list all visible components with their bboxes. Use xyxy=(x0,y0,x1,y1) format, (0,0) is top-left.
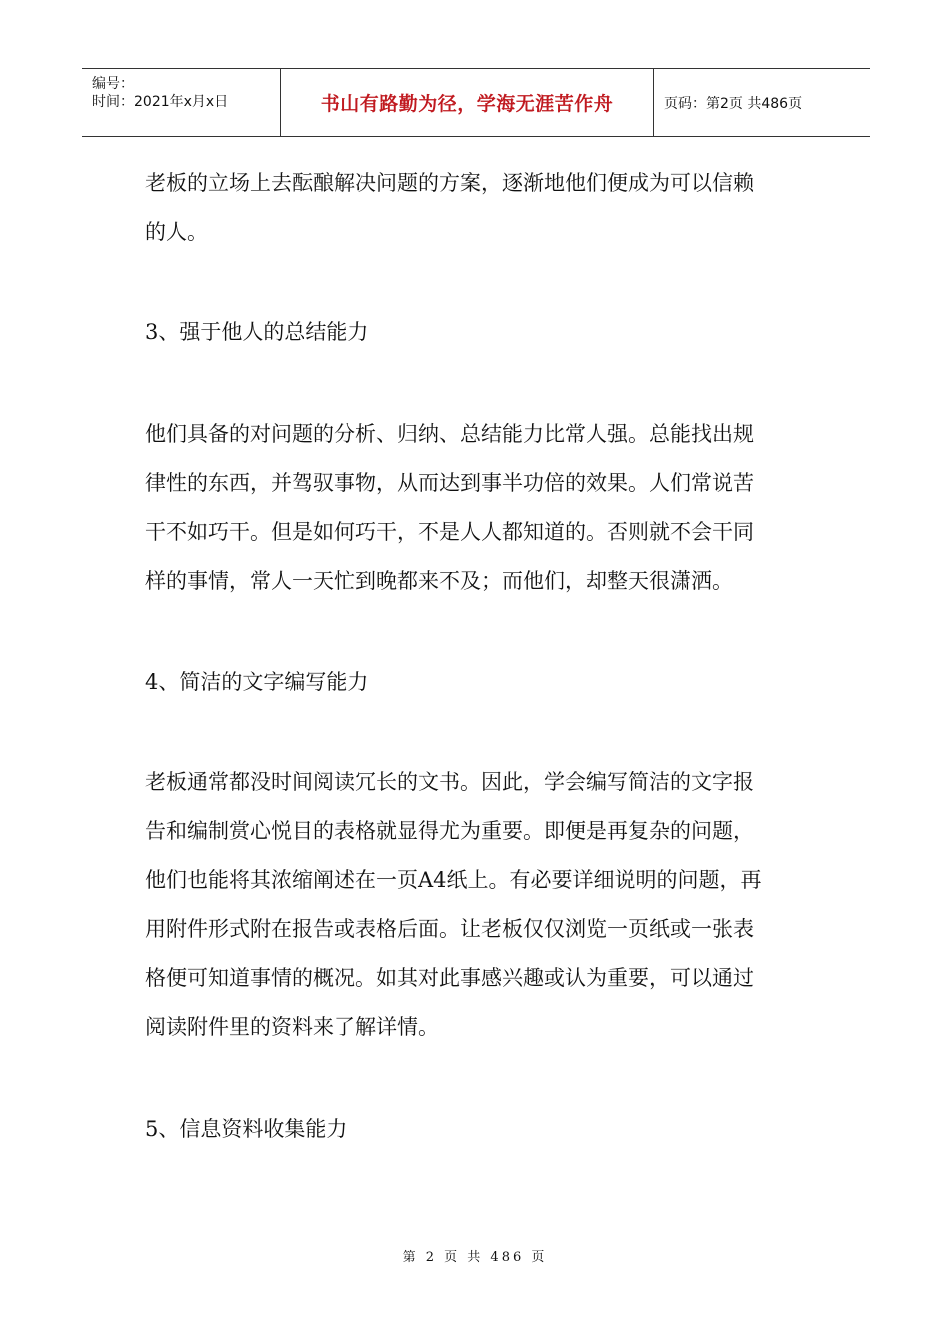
body-line: 用附件形式附在报告或表格后面。让老板仅仅浏览一页纸或一张表 xyxy=(145,917,754,941)
body-line: 阅读附件里的资料来了解详情。 xyxy=(145,1015,439,1039)
body-line: 老板的立场上去酝酿解决问题的方案，逐渐地他们便成为可以信赖 xyxy=(145,171,754,195)
body-line: 告和编制赏心悦目的表格就显得尤为重要。即便是再复杂的问题， xyxy=(145,819,754,843)
header-motto: 书山有路勤为径，学海无涯苦作舟 xyxy=(320,93,614,115)
section-heading: 5、信息资料收集能力 xyxy=(145,1117,348,1141)
header-page-info: 页码：第2页 共486页 xyxy=(664,95,803,112)
body-line: 干不如巧干。但是如何巧干，不是人人都知道的。否则就不会干同 xyxy=(145,520,754,544)
page-footer: 第 2 页 共 486 页 xyxy=(402,1250,548,1265)
body-line: 律性的东西，并驾驭事物，从而达到事半功倍的效果。人们常说苦 xyxy=(145,471,754,495)
body-line: 样的事情，常人一天忙到晚都来不及；而他们，却整天很潇洒。 xyxy=(145,569,733,593)
document-date-label: 时间：2021年x月x日 xyxy=(92,94,229,110)
header-motto-cell xyxy=(281,69,654,136)
body-line: 他们也能将其浓缩阐述在一页A4纸上。有必要详细说明的问题，再 xyxy=(145,868,762,892)
header-page-cell xyxy=(654,69,870,136)
page-header xyxy=(82,68,870,137)
body-line: 老板通常都没时间阅读冗长的文书。因此，学会编写简洁的文字报 xyxy=(145,770,754,794)
body-line: 他们具备的对问题的分析、归纳、总结能力比常人强。总能找出规 xyxy=(145,422,754,446)
section-heading: 3、强于他人的总结能力 xyxy=(145,320,369,344)
section-heading: 4、简洁的文字编写能力 xyxy=(145,670,369,694)
header-info-cell xyxy=(82,69,281,136)
body-line: 的人。 xyxy=(145,220,208,244)
document-number-label: 编号： xyxy=(92,76,134,92)
body-line: 格便可知道事情的概况。如其对此事感兴趣或认为重要，可以通过 xyxy=(145,966,754,990)
